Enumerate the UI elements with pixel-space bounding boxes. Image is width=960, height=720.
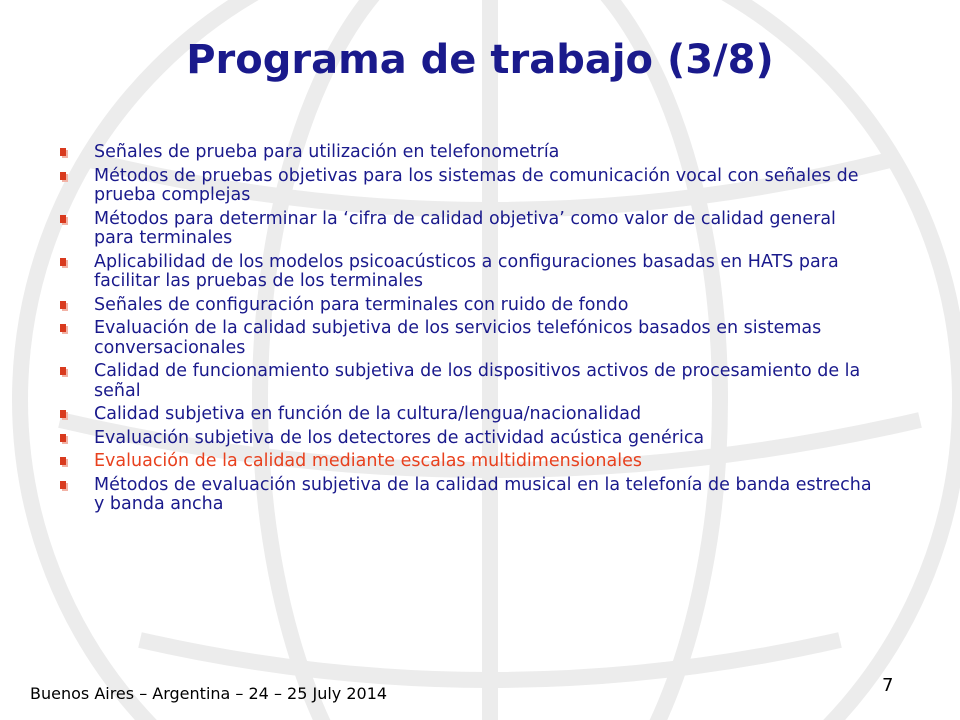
red-bullet-icon: [60, 258, 68, 268]
bullet-item: [56, 362, 876, 401]
bullet-item: [56, 167, 876, 206]
red-bullet-icon: [60, 367, 68, 377]
bullet-text: Métodos de pruebas objetivas para los sistemas de comunicación vocal con señales de prueba complejas: [94, 165, 859, 205]
slide-title: Programa de trabajo (3/8): [186, 37, 774, 83]
bullet-item: [56, 452, 876, 472]
red-bullet-icon: [60, 457, 68, 467]
bullet-text: Evaluación de la calidad subjetiva de los servicios telefónicos basados en sistemas conversacionales: [94, 318, 822, 358]
bullet-item: [56, 429, 876, 449]
red-bullet-icon: [60, 301, 68, 311]
bullet-text: Calidad de funcionamiento subjetiva de los dispositivos activos de procesamiento de la señal: [94, 361, 861, 401]
page-number: 7: [882, 675, 894, 696]
bullet-list: [56, 143, 876, 519]
footer-location-date: Buenos Aires – Argentina – 24 – 25 July 2014: [30, 684, 388, 703]
red-bullet-icon: [60, 215, 68, 225]
bullet-text: Evaluación de la calidad mediante escalas multidimensionales: [94, 451, 642, 471]
bullet-item: [56, 210, 876, 249]
bullet-text: Evaluación subjetiva de los detectores de actividad acústica genérica: [94, 427, 705, 448]
red-bullet-icon: [60, 324, 68, 334]
bullet-text: Calidad subjetiva en función de la cultura/lengua/nacionalidad: [94, 404, 642, 424]
red-bullet-icon: [60, 172, 68, 182]
bullet-text: Señales de configuración para terminales con ruido de fondo: [94, 294, 629, 315]
bullet-item: [56, 405, 876, 425]
red-bullet-icon: [60, 410, 68, 420]
red-bullet-icon: [60, 481, 68, 491]
bullet-text: Aplicabilidad de los modelos psicoacústicos a configuraciones basadas en HATS para facilitar las pruebas de los terminales: [94, 251, 839, 291]
bullet-item: [56, 319, 876, 358]
bullet-item: [56, 253, 876, 292]
bullet-text: Métodos de evaluación subjetiva de la calidad musical en la telefonía de banda estrecha y banda ancha: [94, 474, 872, 514]
bullet-item: [56, 296, 876, 316]
bullet-text: Métodos para determinar la ‘cifra de calidad objetiva’ como valor de calidad general para terminales: [94, 208, 836, 248]
bullet-item: [56, 143, 876, 163]
red-bullet-icon: [60, 434, 68, 444]
bullet-item: [56, 476, 876, 515]
red-bullet-icon: [60, 148, 68, 158]
bullet-text: Señales de prueba para utilización en telefonometría: [94, 142, 560, 162]
